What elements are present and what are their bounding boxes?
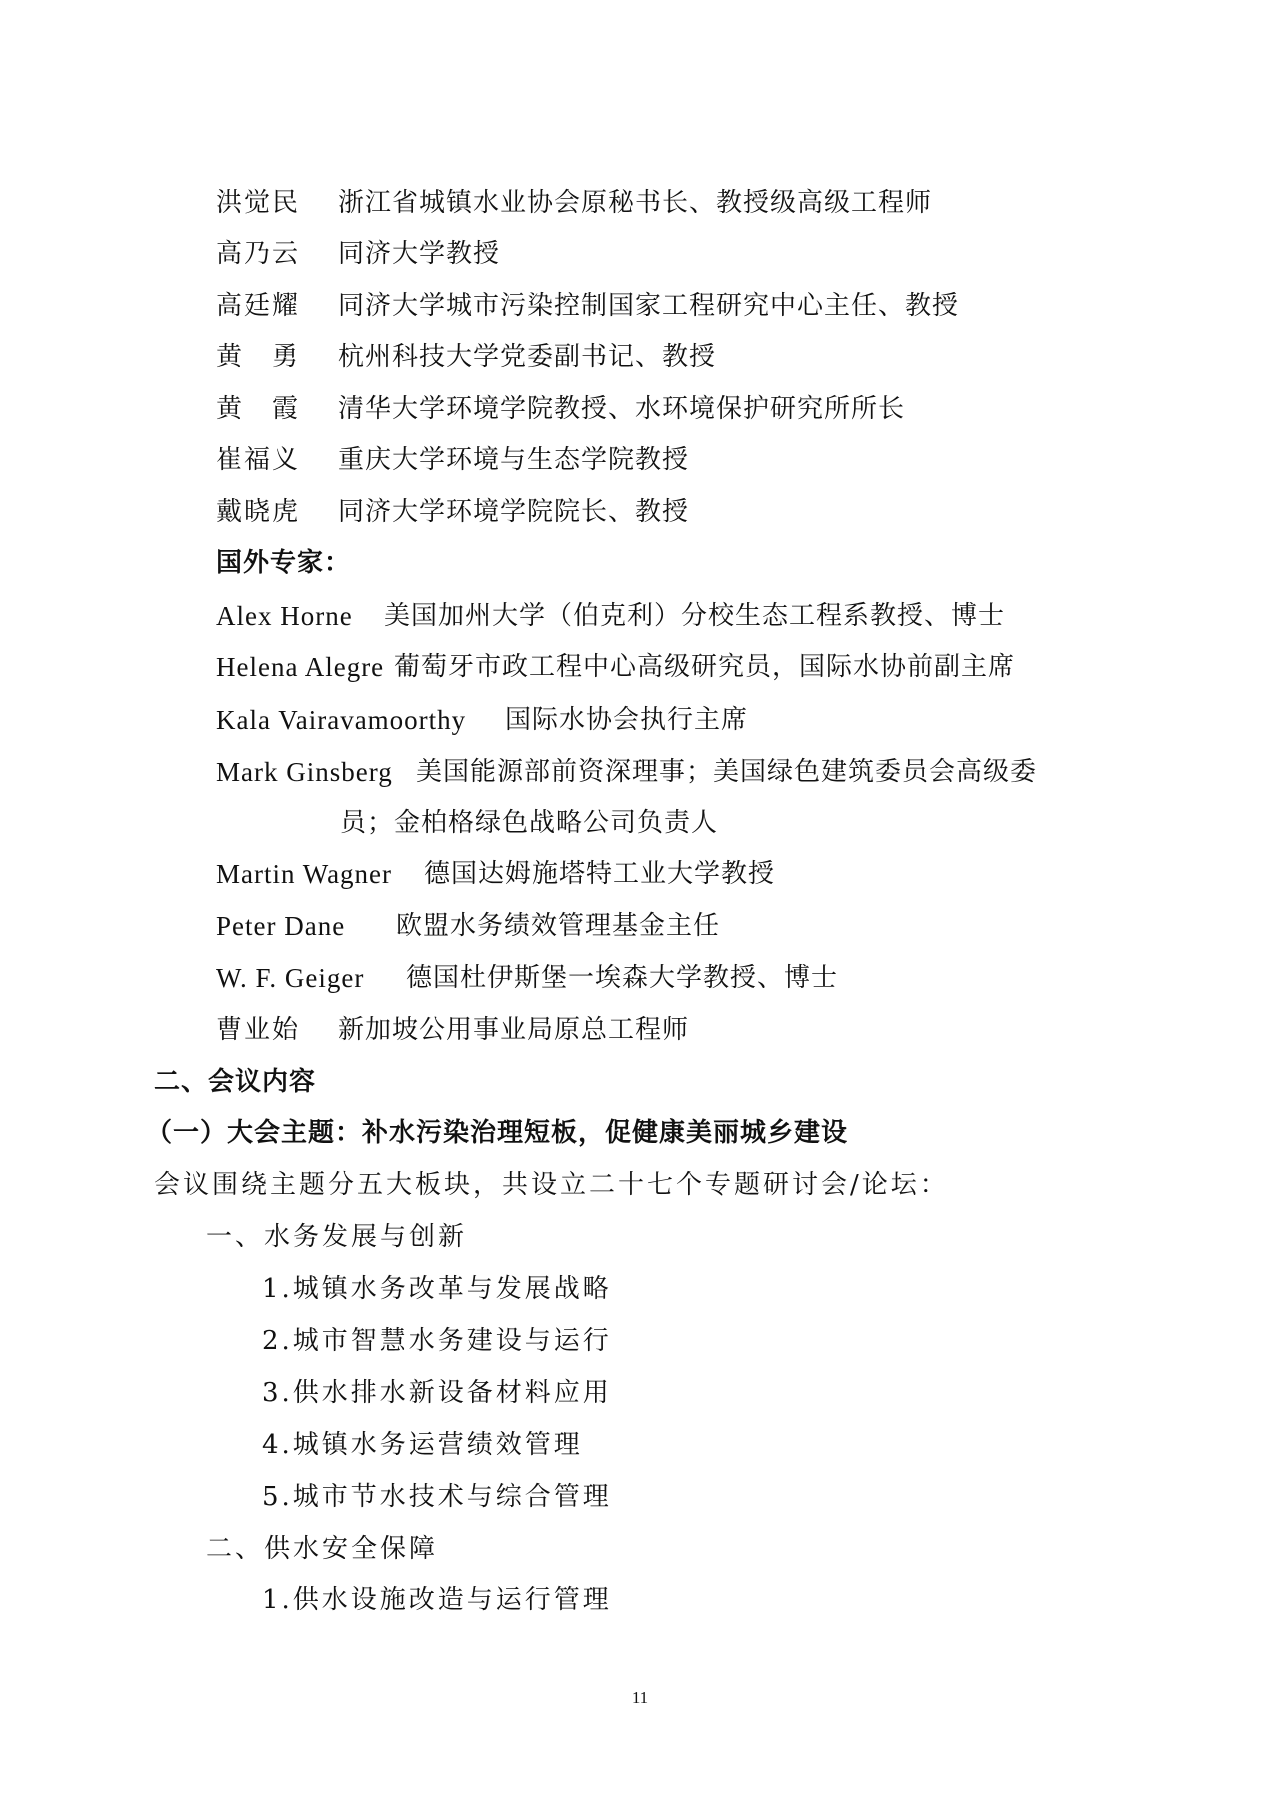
expert-name: 曹业始 <box>216 1015 301 1045</box>
section-heading: 二、会议内容 <box>154 1067 317 1097</box>
expert-description: 德国达姆施塔特工业大学教授 <box>424 859 776 889</box>
page-number: 11 <box>631 1688 649 1707</box>
expert-description: 同济大学城市污染控制国家工程研究中心主任、教授 <box>338 291 960 321</box>
expert-name: 黄 勇 <box>216 342 301 372</box>
expert-description: 重庆大学环境与生态学院教授 <box>338 445 690 475</box>
expert-description-continuation: 员；金柏格绿色战略公司负责人 <box>340 808 719 838</box>
expert-name: Martin Wagner <box>216 859 393 889</box>
expert-name: 崔福义 <box>216 445 301 475</box>
expert-description: 同济大学环境学院院长、教授 <box>338 497 690 527</box>
expert-name: Peter Dane <box>216 911 346 941</box>
expert-name: Alex Horne <box>216 601 353 631</box>
expert-name: Kala Vairavamoorthy <box>216 705 467 735</box>
topic-item-label: 3.供水排水新设备材料应用 <box>262 1378 612 1408</box>
topic-item-label: 2.城市智慧水务建设与运行 <box>262 1326 612 1356</box>
expert-description: 德国杜伊斯堡一埃森大学教授、博士 <box>406 963 839 993</box>
topic-item-label: 1.供水设施改造与运行管理 <box>262 1585 612 1615</box>
theme-subheading: （一）大会主题：补水污染治理短板，促健康美丽城乡建设 <box>146 1118 849 1148</box>
expert-description: 新加坡公用事业局原总工程师 <box>338 1015 690 1045</box>
expert-description: 国际水协会执行主席 <box>505 705 749 735</box>
expert-name: W. F. Geiger <box>216 963 365 993</box>
intro-text: 会议围绕主题分五大板块，共设立二十七个专题研讨会/论坛： <box>154 1170 949 1200</box>
topic-item-label: 4.城镇水务运营绩效管理 <box>262 1430 583 1460</box>
expert-description: 葡萄牙市政工程中心高级研究员，国际水协前副主席 <box>394 652 1016 682</box>
expert-name: 高乃云 <box>216 239 301 269</box>
topic-item-label: 1.城镇水务改革与发展战略 <box>262 1274 612 1304</box>
expert-name: 洪觉民 <box>216 188 301 218</box>
topic-block-title: 一、水务发展与创新 <box>206 1222 468 1252</box>
topic-block-title: 二、供水安全保障 <box>206 1534 439 1564</box>
expert-name: 戴晓虎 <box>216 497 301 527</box>
expert-description: 美国加州大学（伯克利）分校生态工程系教授、博士 <box>384 601 1006 631</box>
expert-description: 杭州科技大学党委副书记、教授 <box>338 342 717 372</box>
foreign-experts-heading: 国外专家： <box>216 548 352 578</box>
expert-description: 浙江省城镇水业协会原秘书长、教授级高级工程师 <box>338 188 933 218</box>
expert-description: 美国能源部前资深理事；美国绿色建筑委员会高级委 <box>416 757 1038 787</box>
topic-item-label: 5.城市节水技术与综合管理 <box>262 1482 612 1512</box>
expert-name: Mark Ginsberg <box>216 757 393 787</box>
expert-description: 欧盟水务绩效管理基金主任 <box>396 911 721 941</box>
expert-name: Helena Alegre <box>216 652 385 682</box>
expert-name: 黄 霞 <box>216 394 301 424</box>
expert-description: 同济大学教授 <box>338 239 501 269</box>
expert-name: 高廷耀 <box>216 291 301 321</box>
expert-description: 清华大学环境学院教授、水环境保护研究所所长 <box>338 394 906 424</box>
